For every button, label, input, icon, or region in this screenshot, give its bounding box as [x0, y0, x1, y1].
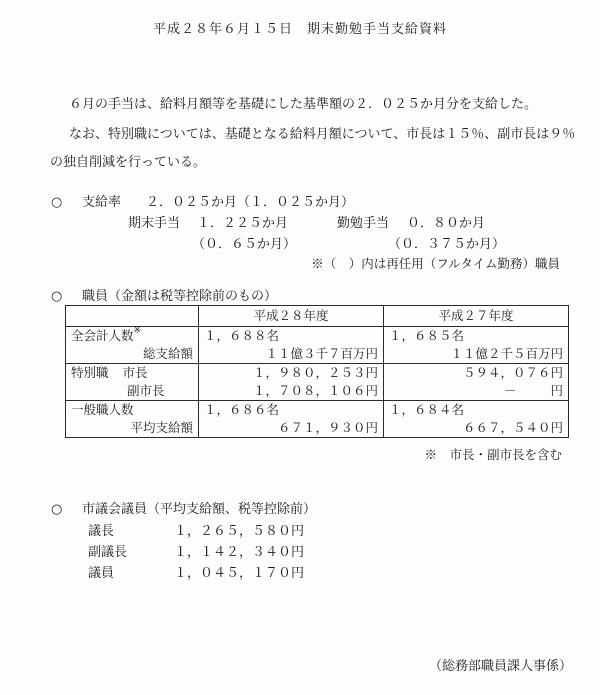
- row-label-cell: [66, 401, 199, 438]
- deputy-mayor-label: 副市長: [127, 383, 165, 398]
- table-row: [66, 364, 569, 401]
- row-label-cell: [66, 364, 199, 401]
- council-heading: 市議会議員（平均支給額、税等控除前）: [82, 502, 317, 517]
- row-label-cell: [66, 327, 199, 364]
- staff-heading: 職員（金額は税等控除前のもの）: [82, 289, 278, 304]
- kimatsu-value: １．２２５か月: [197, 216, 289, 231]
- h28-general-staff: １，６８６名: [204, 402, 280, 417]
- h28-average-pay: ６７１，９３０円: [277, 420, 378, 435]
- kimatsu-reappointed: （０．６５か月）: [192, 237, 297, 252]
- rate-value: ２．０２５か月（１．０２５か月）: [146, 195, 355, 210]
- kinben-reappointed: （０．３７５か月）: [388, 237, 506, 252]
- h28-cell: [199, 364, 384, 401]
- council-vice-chair-pay: １，１４２，３４０円: [174, 545, 305, 560]
- council-chair-label: 議長: [88, 524, 115, 539]
- h27-mayor-pay: ５９４，０７６円: [462, 365, 563, 380]
- h27-total-staff: １，６８５名: [389, 328, 465, 343]
- total-staff-label: 全会計人数: [71, 328, 134, 343]
- h28-deputy-mayor-pay: １，７０８，１０６円: [252, 383, 378, 398]
- bullet-council: ○: [51, 502, 63, 517]
- h28-mayor-pay: １，９８０，２５３円: [252, 365, 378, 380]
- bullet-rate: ○: [51, 195, 63, 210]
- h28-cell: [199, 327, 384, 364]
- h27-cell: [384, 401, 569, 438]
- h27-general-staff: １，６８４名: [389, 402, 465, 417]
- special-post-label: 特別職: [71, 365, 109, 380]
- kimatsu-label: 期末手当: [128, 216, 181, 231]
- kinben-label: 勤勉手当: [337, 216, 390, 231]
- header-h27: 平成２７年度: [384, 306, 569, 327]
- table-row: [66, 401, 569, 438]
- total-pay-label: 総支給額: [142, 346, 193, 361]
- footer-department: （総務部職員課人事係）: [428, 659, 572, 674]
- council-vice-chair-label: 副議長: [88, 545, 128, 560]
- h28-total-pay: １１億３千７百万円: [265, 346, 378, 361]
- h28-cell: [199, 401, 384, 438]
- asterisk-mark: ※: [133, 326, 142, 336]
- mayor-label: 市長: [122, 365, 148, 380]
- council-member-label: 議員: [88, 566, 115, 581]
- table-header-row: [66, 306, 569, 327]
- page-title: 平成２８年６月１５日 期末勤勉手当支給資料: [152, 22, 447, 37]
- h27-cell: [384, 364, 569, 401]
- h27-average-pay: ６６７，５４０円: [462, 420, 563, 435]
- bullet-staff: ○: [51, 289, 63, 304]
- rate-label: 支給率: [82, 195, 122, 210]
- staff-note: ※ 市長・副市長を含む: [424, 447, 562, 462]
- h27-deputy-mayor-dash: －: [503, 383, 517, 398]
- header-h28: 平成２８年度: [199, 306, 384, 327]
- paragraph-1: ６月の手当は、給料月額等を基礎にした基準額の２．０２５か月分を支給した。: [69, 97, 538, 112]
- kinben-value: ０．８０か月: [407, 216, 486, 231]
- header-blank-cell: [66, 306, 199, 327]
- general-staff-label: 一般職人数: [71, 402, 134, 417]
- h27-deputy-mayor-yen: 円: [550, 383, 563, 398]
- paragraph-2-line-2: の独自削減を行っている。: [50, 155, 207, 170]
- rate-note: ※（ ）内は再任用（フルタイム勤務）職員: [311, 256, 560, 271]
- council-chair-pay: １，２６５，５８０円: [174, 524, 305, 539]
- h27-cell: [384, 327, 569, 364]
- h27-total-pay: １１億２千５百万円: [450, 346, 563, 361]
- h28-total-staff: １，６８８名: [204, 328, 280, 343]
- paragraph-2-line-1: なお、特別職については、基礎となる給料月額について、市長は１５％、副市長は９％: [69, 127, 576, 142]
- staff-pay-table: [65, 305, 569, 438]
- council-member-pay: １，０４５，１７０円: [174, 566, 305, 581]
- average-pay-label: 平均支給額: [130, 420, 193, 435]
- table-row: [66, 327, 569, 364]
